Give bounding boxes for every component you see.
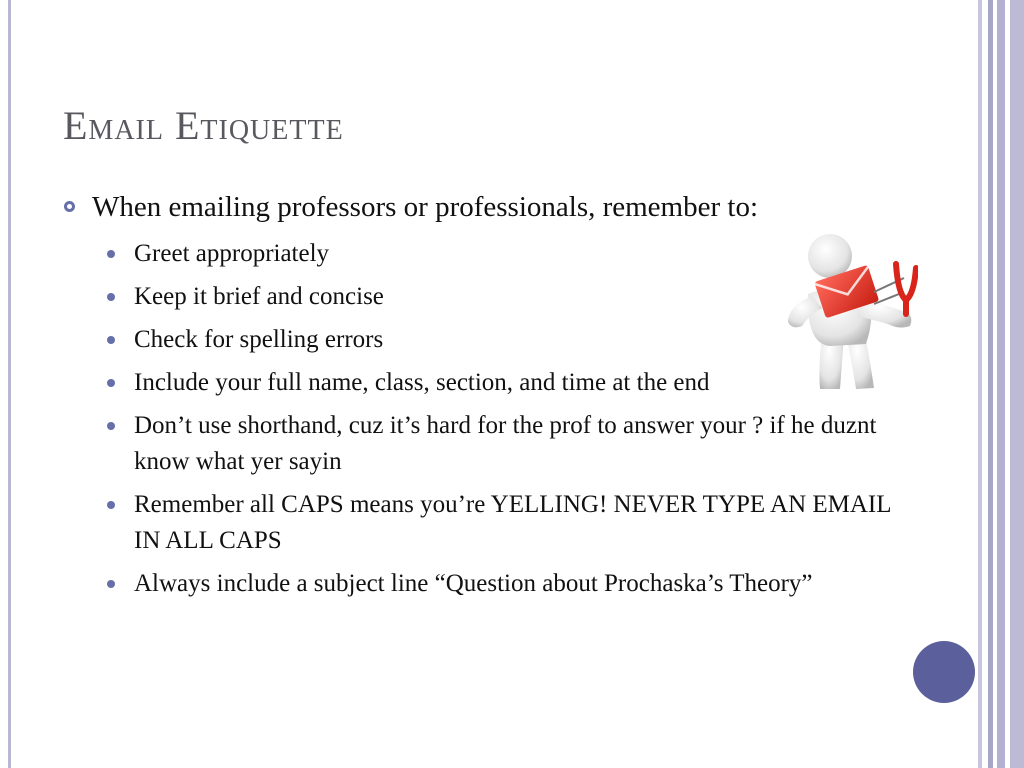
list-item-text: Remember all CAPS means you’re YELLING! NEVER TYPE AN EMAIL IN ALL CAPS (134, 491, 891, 554)
list-item (62, 365, 892, 401)
list-item (62, 408, 892, 480)
slide-content (62, 188, 892, 609)
dot-bullet-icon (107, 336, 115, 344)
dot-bullet-icon (107, 422, 115, 430)
list-item-text: Always include a subject line “Question about Prochaska’s Theory” (134, 570, 813, 597)
list-item-text: Keep it brief and concise (134, 283, 384, 310)
list-item-text: Greet appropriately (134, 240, 330, 267)
list-item (62, 566, 892, 602)
left-border-line (8, 0, 11, 768)
right-stripe (1010, 0, 1024, 768)
list-item (62, 236, 892, 272)
list-item-text: Include your full name, class, section, and time at the end (134, 369, 710, 396)
list-item-text: Don’t use shorthand, cuz it’s hard for the prof to answer your ? if he duznt know what yer sayin (134, 412, 877, 475)
dot-bullet-icon (107, 580, 115, 588)
slide-title: Email Etiquette (63, 103, 344, 148)
figure-with-slingshot-envelope-icon (778, 234, 918, 394)
list-item-text: Check for spelling errors (134, 326, 384, 353)
list-item (62, 279, 892, 315)
right-stripe (997, 0, 1005, 768)
dot-bullet-icon (107, 250, 115, 258)
decorative-circle (913, 641, 975, 703)
dot-bullet-icon (107, 501, 115, 509)
main-bullet (62, 188, 792, 226)
sub-bullet-list (62, 236, 892, 602)
list-item (62, 322, 892, 358)
main-bullet-text: When emailing professors or professionals, remember to: (92, 191, 759, 223)
ring-bullet-icon (64, 201, 75, 212)
list-item (62, 487, 892, 559)
dot-bullet-icon (107, 379, 115, 387)
dot-bullet-icon (107, 293, 115, 301)
